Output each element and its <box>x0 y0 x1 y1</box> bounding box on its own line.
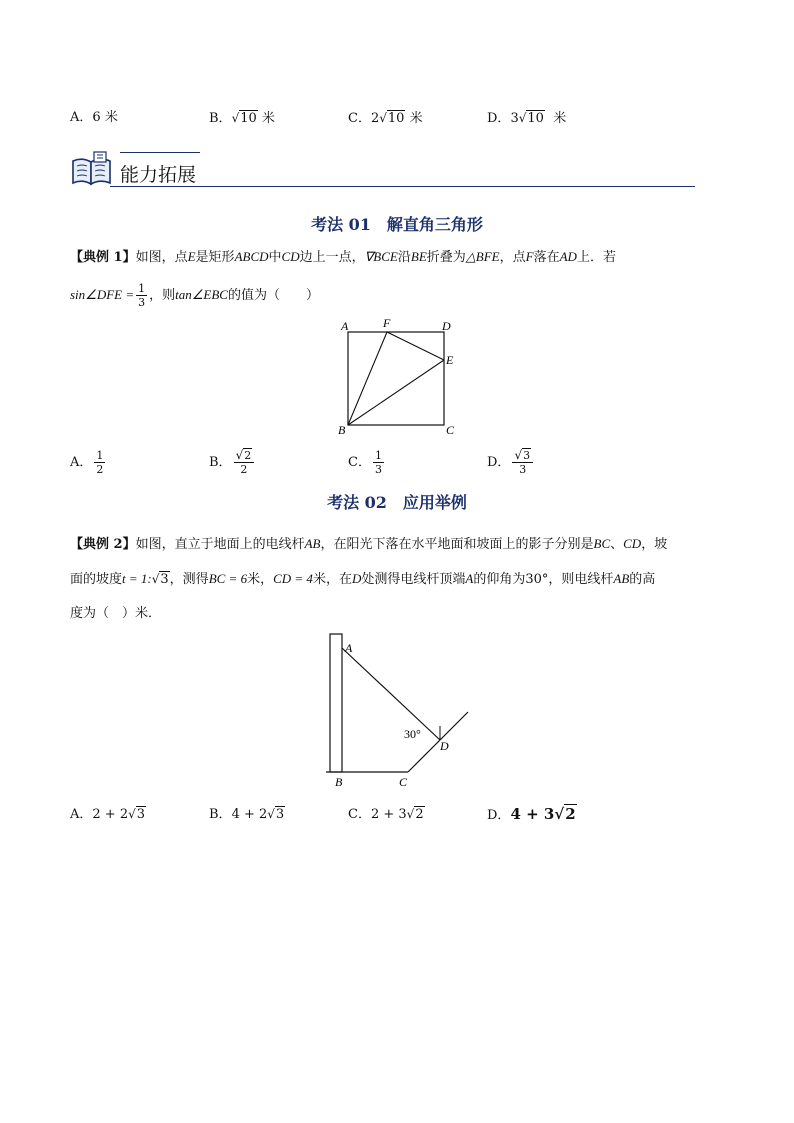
header-top-rule <box>120 152 200 153</box>
sqrt-3: √3 <box>151 572 169 587</box>
option-a[interactable]: A．2 + 2√3 <box>70 804 146 825</box>
label-angle: 30° <box>404 727 421 741</box>
figure-pole-slope <box>320 628 480 790</box>
header-underline <box>110 186 695 187</box>
line-fe <box>387 332 444 360</box>
sqrt-3: √3 <box>128 807 146 822</box>
slope-extension <box>440 712 468 740</box>
sqrt-10: √10 <box>518 111 544 126</box>
example1-options <box>70 444 730 482</box>
option-a[interactable]: A．6 米 <box>70 110 118 125</box>
sqrt-2: √2 <box>235 448 252 462</box>
label-C: C <box>399 775 408 789</box>
option-b[interactable]: B． $\frac{√2}{2}$ <box>209 444 256 482</box>
line-bf <box>348 332 387 425</box>
section1-title: 考法 01 解直角三角形 <box>311 215 483 234</box>
rect-abcd <box>348 332 444 425</box>
option-c[interactable]: C． $\frac{1}{3}$ <box>348 449 382 476</box>
sqrt-2: √2 <box>554 805 576 823</box>
option-d[interactable]: D． $\frac{√3}{3}$ <box>487 444 535 482</box>
label-D: D <box>442 319 451 333</box>
label-C: C <box>446 423 455 437</box>
header-title: 能力拓展 <box>120 164 197 186</box>
sqrt-10: √10 <box>379 111 405 126</box>
line-be <box>348 360 444 425</box>
sqrt-3: √3 <box>267 807 285 822</box>
label-A: A <box>341 319 349 333</box>
option-d[interactable]: D．4 + 3√2 <box>487 805 576 823</box>
option-d[interactable]: D．3√10 米 <box>487 108 566 129</box>
slope-cd <box>408 740 440 772</box>
label-F: F <box>383 316 391 330</box>
section-header <box>70 148 695 190</box>
label-A: A <box>345 641 353 655</box>
label-B: B <box>338 423 346 437</box>
sqrt-3: √3 <box>514 448 531 462</box>
example1-text: 【典例 1】如图，点E是矩形ABCD中CD边上一点，∇BCE沿BE折叠为△BFE，点F落在AD上．若 <box>70 249 616 265</box>
sqrt-2: √2 <box>406 807 424 822</box>
label-D: D <box>440 739 449 753</box>
option-c[interactable]: C．2 + 3√2 <box>348 804 425 825</box>
example1-text-line2: sin∠DFE = $\frac{1}{3}$ ，则tan∠EBC的值为（ ） <box>70 282 319 309</box>
sqrt-10: √10 <box>231 111 257 126</box>
option-c[interactable]: C．2√10 米 <box>348 108 423 129</box>
option-b[interactable]: B．4 + 2√3 <box>209 804 285 825</box>
pole <box>330 634 342 772</box>
book-icon <box>70 151 114 187</box>
section2-title: 考法 02 应用举例 <box>327 493 467 512</box>
label-B: B <box>335 775 343 789</box>
figure-rectangle-fold <box>330 314 470 440</box>
label-E: E <box>446 353 454 367</box>
option-a[interactable]: A． $\frac{1}{2}$ <box>70 449 104 476</box>
fraction-one-third: $\frac{1}{3}$ <box>138 282 146 309</box>
option-b[interactable]: B．√10 米 <box>209 108 275 129</box>
sight-line-ad <box>342 648 440 740</box>
example2-text: 【典例 2】如图，直立于地面上的电线杆AB，在阳光下落在水平地面和坡面上的影子分别是BC、CD，坡 面的坡度t = 1:√3，测得BC = 6米，CD = 4米，在D处测得电线杆顶端A的仰角为30°，则电线杆AB的高 度为（ ）米． <box>70 536 668 621</box>
